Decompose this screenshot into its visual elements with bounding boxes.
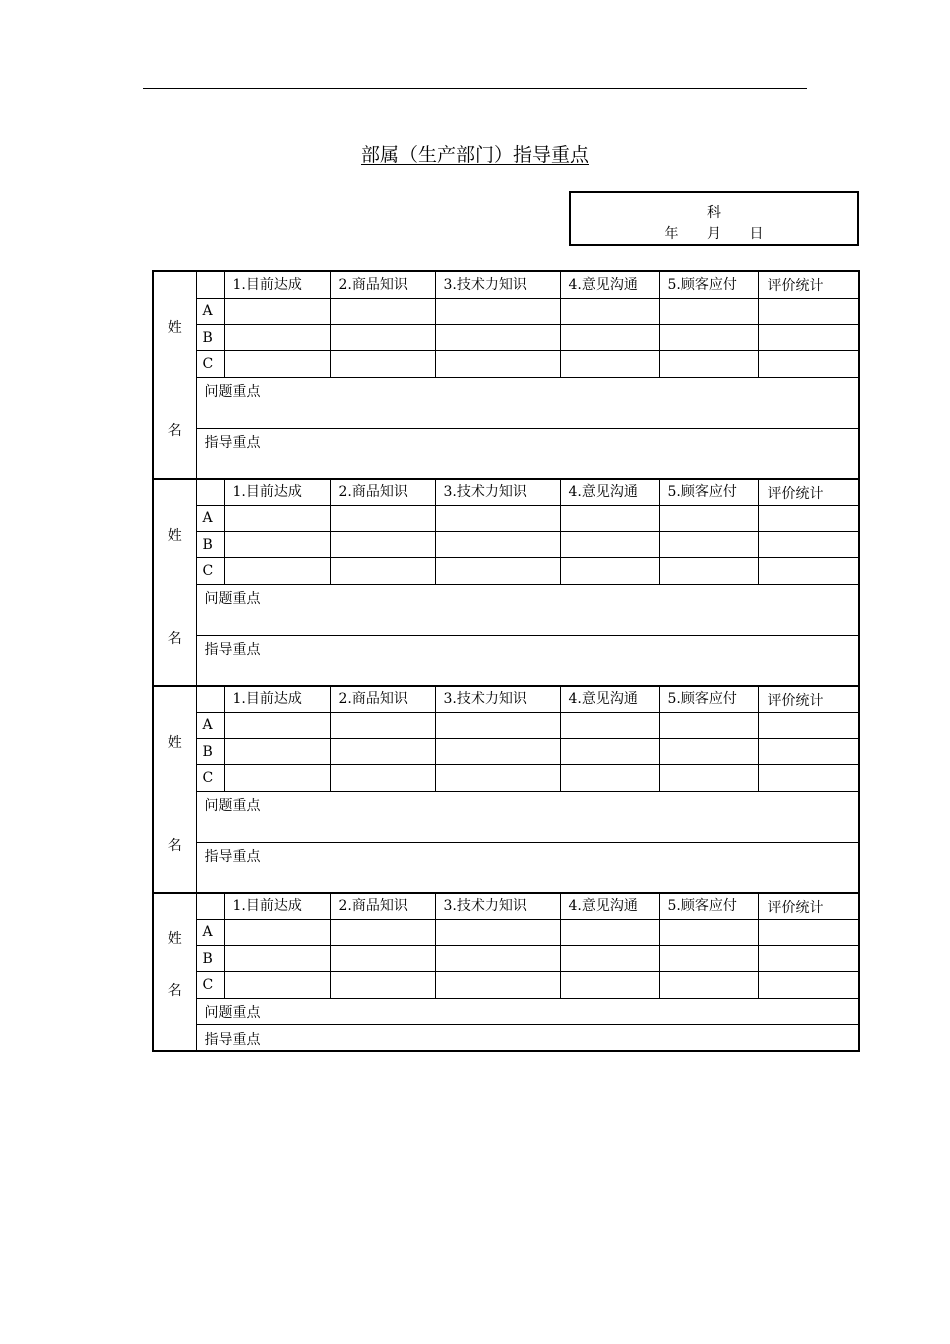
score-cell[interactable]	[330, 946, 435, 972]
name-label-bottom: 名	[167, 983, 182, 999]
score-row	[153, 712, 859, 738]
score-cell[interactable]	[758, 919, 859, 945]
column-header: 1.目前达成	[224, 686, 330, 712]
score-cell[interactable]	[224, 532, 330, 558]
problem-focus-cell[interactable]	[196, 998, 859, 1024]
note-label: 问题重点	[204, 1005, 261, 1022]
row-label: C	[196, 558, 224, 584]
score-cell[interactable]	[330, 972, 435, 998]
column-header: 评价统计	[758, 686, 859, 712]
corner-cell	[196, 479, 224, 505]
column-header: 评价统计	[758, 479, 859, 505]
guidance-table-body	[153, 271, 859, 1051]
score-cell[interactable]	[659, 325, 758, 351]
score-cell[interactable]	[224, 739, 330, 765]
column-header: 3.技术力知识	[435, 686, 560, 712]
note-row	[153, 635, 859, 686]
row-label: C	[196, 972, 224, 998]
row-label: B	[196, 946, 224, 972]
note-row	[153, 377, 859, 428]
column-header: 3.技术力知识	[435, 479, 560, 505]
top-rule	[143, 88, 807, 89]
score-cell[interactable]	[560, 532, 659, 558]
problem-focus-cell[interactable]	[196, 584, 859, 635]
score-cell[interactable]	[758, 532, 859, 558]
column-header: 评价统计	[758, 271, 859, 298]
score-cell[interactable]	[435, 558, 560, 584]
note-label: 问题重点	[204, 590, 261, 607]
score-cell[interactable]	[659, 765, 758, 791]
corner-cell	[196, 271, 224, 298]
score-cell[interactable]	[560, 739, 659, 765]
column-header: 3.技术力知识	[435, 271, 560, 298]
column-header: 4.意见沟通	[560, 893, 659, 919]
score-cell[interactable]	[435, 505, 560, 531]
name-label-top: 姓	[167, 528, 182, 544]
column-header: 4.意见沟通	[560, 686, 659, 712]
score-cell[interactable]	[435, 919, 560, 945]
column-header: 2.商品知识	[330, 271, 435, 298]
name-cell[interactable]	[153, 271, 196, 479]
score-cell[interactable]	[758, 558, 859, 584]
column-header: 5.顾客应付	[659, 893, 758, 919]
column-header: 5.顾客应付	[659, 271, 758, 298]
department-label: 科	[707, 205, 721, 221]
note-label: 指导重点	[204, 848, 261, 865]
column-header: 3.技术力知识	[435, 893, 560, 919]
guidance-table	[152, 270, 860, 1052]
score-cell[interactable]	[758, 325, 859, 351]
score-cell[interactable]	[330, 765, 435, 791]
row-label: A	[196, 712, 224, 738]
block-header-row	[153, 479, 859, 505]
score-row	[153, 351, 859, 377]
guidance-focus-cell[interactable]	[196, 428, 859, 479]
score-cell[interactable]	[758, 351, 859, 377]
score-cell[interactable]	[560, 919, 659, 945]
score-cell[interactable]	[435, 298, 560, 324]
score-cell[interactable]	[435, 325, 560, 351]
score-row	[153, 298, 859, 324]
column-header: 4.意见沟通	[560, 479, 659, 505]
problem-focus-cell[interactable]	[196, 791, 859, 842]
score-cell[interactable]	[758, 972, 859, 998]
score-cell[interactable]	[659, 946, 758, 972]
column-header: 1.目前达成	[224, 893, 330, 919]
name-cell[interactable]	[153, 686, 196, 893]
score-cell[interactable]	[560, 325, 659, 351]
score-row	[153, 972, 859, 998]
score-row	[153, 505, 859, 531]
score-cell[interactable]	[224, 558, 330, 584]
score-row	[153, 558, 859, 584]
score-row	[153, 919, 859, 945]
score-cell[interactable]	[560, 972, 659, 998]
column-header: 1.目前达成	[224, 479, 330, 505]
score-cell[interactable]	[659, 558, 758, 584]
name-label-bottom: 名	[167, 838, 182, 854]
score-cell[interactable]	[758, 946, 859, 972]
score-cell[interactable]	[435, 765, 560, 791]
score-row	[153, 765, 859, 791]
score-cell[interactable]	[330, 558, 435, 584]
column-header: 2.商品知识	[330, 893, 435, 919]
column-header: 4.意见沟通	[560, 271, 659, 298]
column-header: 1.目前达成	[224, 271, 330, 298]
day-label: 日	[749, 226, 764, 242]
score-cell[interactable]	[330, 505, 435, 531]
note-row	[153, 428, 859, 479]
block-header-row	[153, 893, 859, 919]
score-cell[interactable]	[224, 505, 330, 531]
column-header: 2.商品知识	[330, 479, 435, 505]
score-cell[interactable]	[330, 351, 435, 377]
corner-cell	[196, 686, 224, 712]
date-line	[571, 227, 857, 241]
note-label: 指导重点	[204, 641, 261, 658]
guidance-focus-cell[interactable]	[196, 1025, 859, 1051]
note-row	[153, 584, 859, 635]
score-cell[interactable]	[435, 739, 560, 765]
score-row	[153, 739, 859, 765]
note-row	[153, 791, 859, 842]
score-cell[interactable]	[659, 919, 758, 945]
score-cell[interactable]	[330, 712, 435, 738]
block-header-row	[153, 686, 859, 712]
score-cell[interactable]	[330, 739, 435, 765]
block-header-row	[153, 271, 859, 298]
note-row	[153, 998, 859, 1024]
row-label: A	[196, 298, 224, 324]
name-cell[interactable]	[153, 893, 196, 1051]
score-cell[interactable]	[224, 712, 330, 738]
score-cell[interactable]	[560, 712, 659, 738]
note-row	[153, 1025, 859, 1051]
row-label: C	[196, 351, 224, 377]
guidance-focus-cell[interactable]	[196, 635, 859, 686]
score-cell[interactable]	[435, 712, 560, 738]
score-cell[interactable]	[560, 351, 659, 377]
score-cell[interactable]	[435, 946, 560, 972]
row-label: B	[196, 325, 224, 351]
score-cell[interactable]	[330, 532, 435, 558]
note-label: 问题重点	[204, 797, 261, 814]
score-cell[interactable]	[330, 325, 435, 351]
problem-focus-cell[interactable]	[196, 377, 859, 428]
score-cell[interactable]	[758, 739, 859, 765]
guidance-focus-cell[interactable]	[196, 842, 859, 893]
score-cell[interactable]	[659, 351, 758, 377]
name-label-top: 姓	[167, 320, 182, 336]
score-cell[interactable]	[224, 298, 330, 324]
year-label: 年	[664, 226, 679, 242]
score-cell[interactable]	[560, 765, 659, 791]
score-cell[interactable]	[330, 919, 435, 945]
score-cell[interactable]	[224, 946, 330, 972]
note-label: 问题重点	[204, 383, 261, 400]
score-cell[interactable]	[560, 946, 659, 972]
page-title-text: 部属（生产部门）指导重点	[360, 144, 589, 166]
column-header: 5.顾客应付	[659, 686, 758, 712]
score-cell[interactable]	[224, 765, 330, 791]
note-label: 指导重点	[204, 1031, 261, 1048]
score-cell[interactable]	[560, 298, 659, 324]
score-row	[153, 946, 859, 972]
score-cell[interactable]	[330, 298, 435, 324]
name-label-bottom: 名	[167, 631, 182, 647]
score-cell[interactable]	[758, 298, 859, 324]
score-cell[interactable]	[758, 712, 859, 738]
department-date-box	[569, 191, 859, 246]
score-cell[interactable]	[435, 351, 560, 377]
score-cell[interactable]	[659, 298, 758, 324]
name-label-bottom: 名	[167, 423, 182, 439]
score-cell[interactable]	[224, 351, 330, 377]
score-cell[interactable]	[659, 739, 758, 765]
score-row	[153, 325, 859, 351]
column-header: 2.商品知识	[330, 686, 435, 712]
corner-cell	[196, 893, 224, 919]
name-cell[interactable]	[153, 479, 196, 686]
score-cell[interactable]	[224, 919, 330, 945]
row-label: A	[196, 505, 224, 531]
note-row	[153, 842, 859, 893]
row-label: A	[196, 919, 224, 945]
score-cell[interactable]	[224, 972, 330, 998]
score-cell[interactable]	[435, 972, 560, 998]
page-title	[0, 142, 950, 168]
score-cell[interactable]	[659, 532, 758, 558]
name-label-top: 姓	[167, 931, 182, 947]
score-row	[153, 532, 859, 558]
column-header: 评价统计	[758, 893, 859, 919]
score-cell[interactable]	[659, 505, 758, 531]
score-cell[interactable]	[560, 505, 659, 531]
note-label: 指导重点	[204, 434, 261, 451]
month-label: 月	[707, 226, 721, 242]
column-header: 5.顾客应付	[659, 479, 758, 505]
score-cell[interactable]	[659, 712, 758, 738]
score-cell[interactable]	[758, 505, 859, 531]
score-cell[interactable]	[435, 532, 560, 558]
score-cell[interactable]	[758, 765, 859, 791]
score-cell[interactable]	[659, 972, 758, 998]
row-label: B	[196, 532, 224, 558]
score-cell[interactable]	[224, 325, 330, 351]
name-label-top: 姓	[167, 735, 182, 751]
score-cell[interactable]	[560, 558, 659, 584]
row-label: C	[196, 765, 224, 791]
row-label: B	[196, 739, 224, 765]
